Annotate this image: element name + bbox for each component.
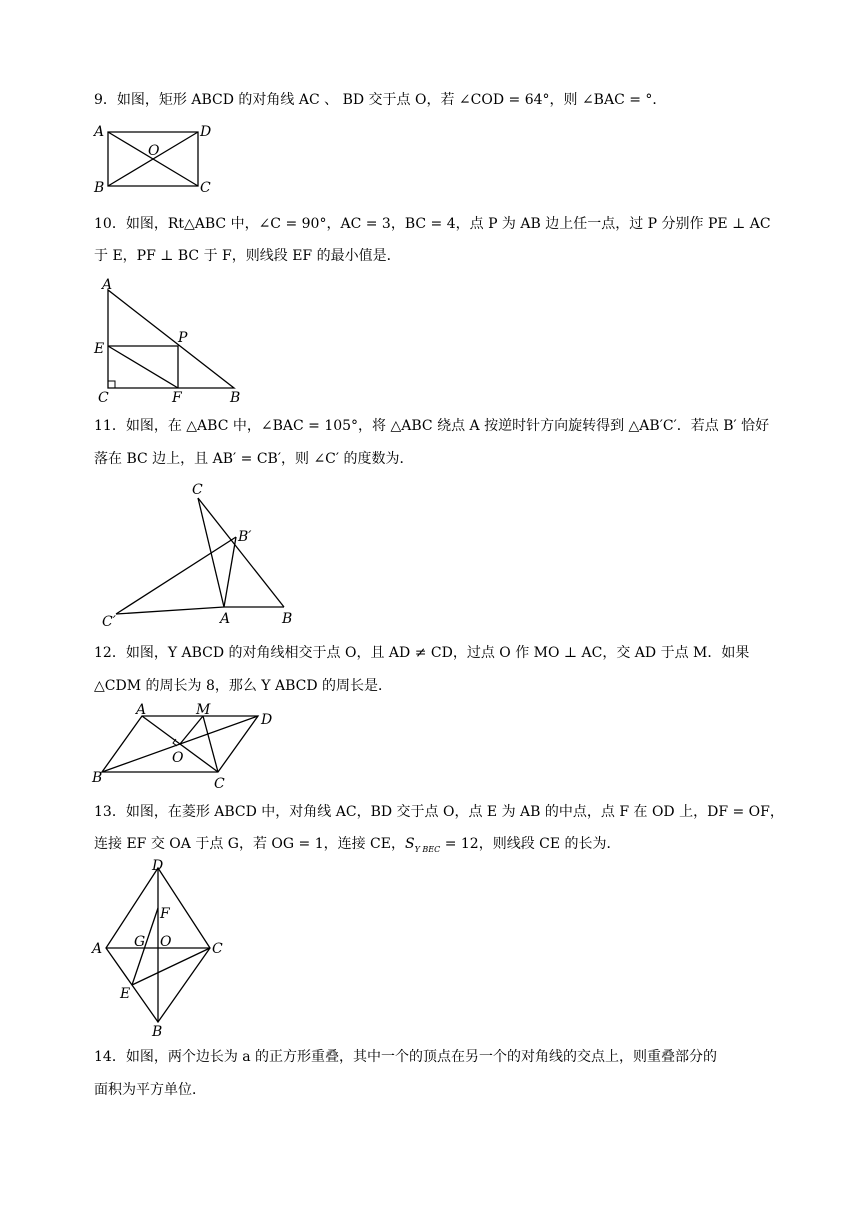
- label-b: B: [152, 1024, 163, 1040]
- segment-mc: [203, 716, 218, 772]
- label-e: E: [94, 341, 105, 357]
- area-subscript: Y BEC: [414, 844, 441, 854]
- segment-ce: [132, 948, 210, 985]
- question-13-line-2-post: = 12，则线段 CE 的长为．: [440, 836, 621, 852]
- figure-parallelogram: [90, 700, 280, 792]
- question-11-line-2: 落在 BC 边上，且 AB′ = CB′，则 ∠C′ 的度数为．: [94, 451, 414, 467]
- label-a: A: [94, 124, 105, 140]
- question-12-line-1: 12．如图，Y ABCD 的对角线相交于点 O，且 AD ≠ CD，过点 O 作 MO ⊥ AC，交 AD 于点 M．如果: [94, 645, 750, 661]
- figure-rhombus: [90, 858, 240, 1038]
- label-a: A: [220, 611, 231, 627]
- segment-ef: [108, 346, 178, 388]
- label-c: C: [98, 390, 109, 406]
- label-b-prime: B′: [238, 529, 252, 545]
- label-b: B: [92, 770, 103, 786]
- label-o: O: [172, 750, 184, 766]
- label-b: B: [94, 180, 105, 196]
- question-13-line-1: 13．如图，在菱形 ABCD 中，对角线 AC，BD 交于点 O，点 E 为 AB 的中点，点 F 在 OD 上，DF = OF，: [94, 804, 784, 820]
- figure-rectangle-abcd: [90, 120, 220, 195]
- label-f: F: [160, 906, 170, 922]
- label-a: A: [136, 702, 147, 718]
- label-p: P: [178, 330, 188, 346]
- label-c: C: [192, 482, 203, 498]
- question-13-line-2-pre: 连接 EF 交 OA 于点 G，若 OG = 1，连接 CE，: [94, 836, 405, 852]
- label-b: B: [230, 390, 241, 406]
- right-angle-mark: [108, 381, 115, 388]
- question-12-line-2: △CDM 的周长为 8，那么 Y ABCD 的周长是．: [94, 678, 393, 694]
- label-m: M: [196, 702, 211, 718]
- segment-c-prime-b-prime: [116, 537, 236, 614]
- label-a: A: [102, 277, 113, 293]
- question-10-line-2: 于 E，PF ⊥ BC 于 F，则线段 EF 的最小值是．: [94, 248, 401, 264]
- question-14-line-2: 面积为平方单位．: [94, 1082, 206, 1098]
- segment-c-prime-a: [116, 607, 224, 614]
- figure-rotated-triangle: [100, 478, 320, 628]
- label-d: D: [261, 712, 273, 728]
- label-g: G: [134, 934, 146, 950]
- label-c: C: [214, 776, 225, 792]
- area-symbol: S: [405, 836, 415, 852]
- label-o: O: [160, 934, 172, 950]
- label-f: F: [172, 390, 182, 406]
- question-11-line-1: 11．如图，在 △ABC 中，∠BAC = 105°，将 △ABC 绕点 A 按逆时针方向旋转得到 △AB′C′．若点 B′ 恰好: [94, 418, 770, 434]
- figure-right-triangle: [90, 277, 250, 406]
- label-a: A: [92, 941, 103, 957]
- segment-a-b-prime: [224, 537, 236, 607]
- label-e: E: [120, 986, 131, 1002]
- question-13-line-2: [94, 834, 621, 860]
- question-14-line-1: 14．如图，两个边长为 a 的正方形重叠，其中一个的顶点在另一个的对角线的交点上，则重叠部分的: [94, 1049, 718, 1065]
- label-d: D: [200, 124, 212, 140]
- label-d: D: [152, 858, 164, 874]
- label-o: O: [148, 143, 160, 159]
- label-c: C: [200, 180, 211, 196]
- question-10-line-1: 10．如图，Rt△ABC 中，∠C = 90°，AC = 3，BC = 4，点 P 为 AB 边上任一点，过 P 分别作 PE ⊥ AC: [94, 216, 771, 232]
- question-9-text: 9．如图，矩形 ABCD 的对角线 AC 、 BD 交于点 O，若 ∠COD = 64°，则 ∠BAC = °．: [94, 92, 667, 108]
- label-c-prime: C′: [102, 614, 116, 630]
- label-c: C: [212, 941, 223, 957]
- triangle-abc: [108, 290, 234, 388]
- label-b: B: [282, 611, 293, 627]
